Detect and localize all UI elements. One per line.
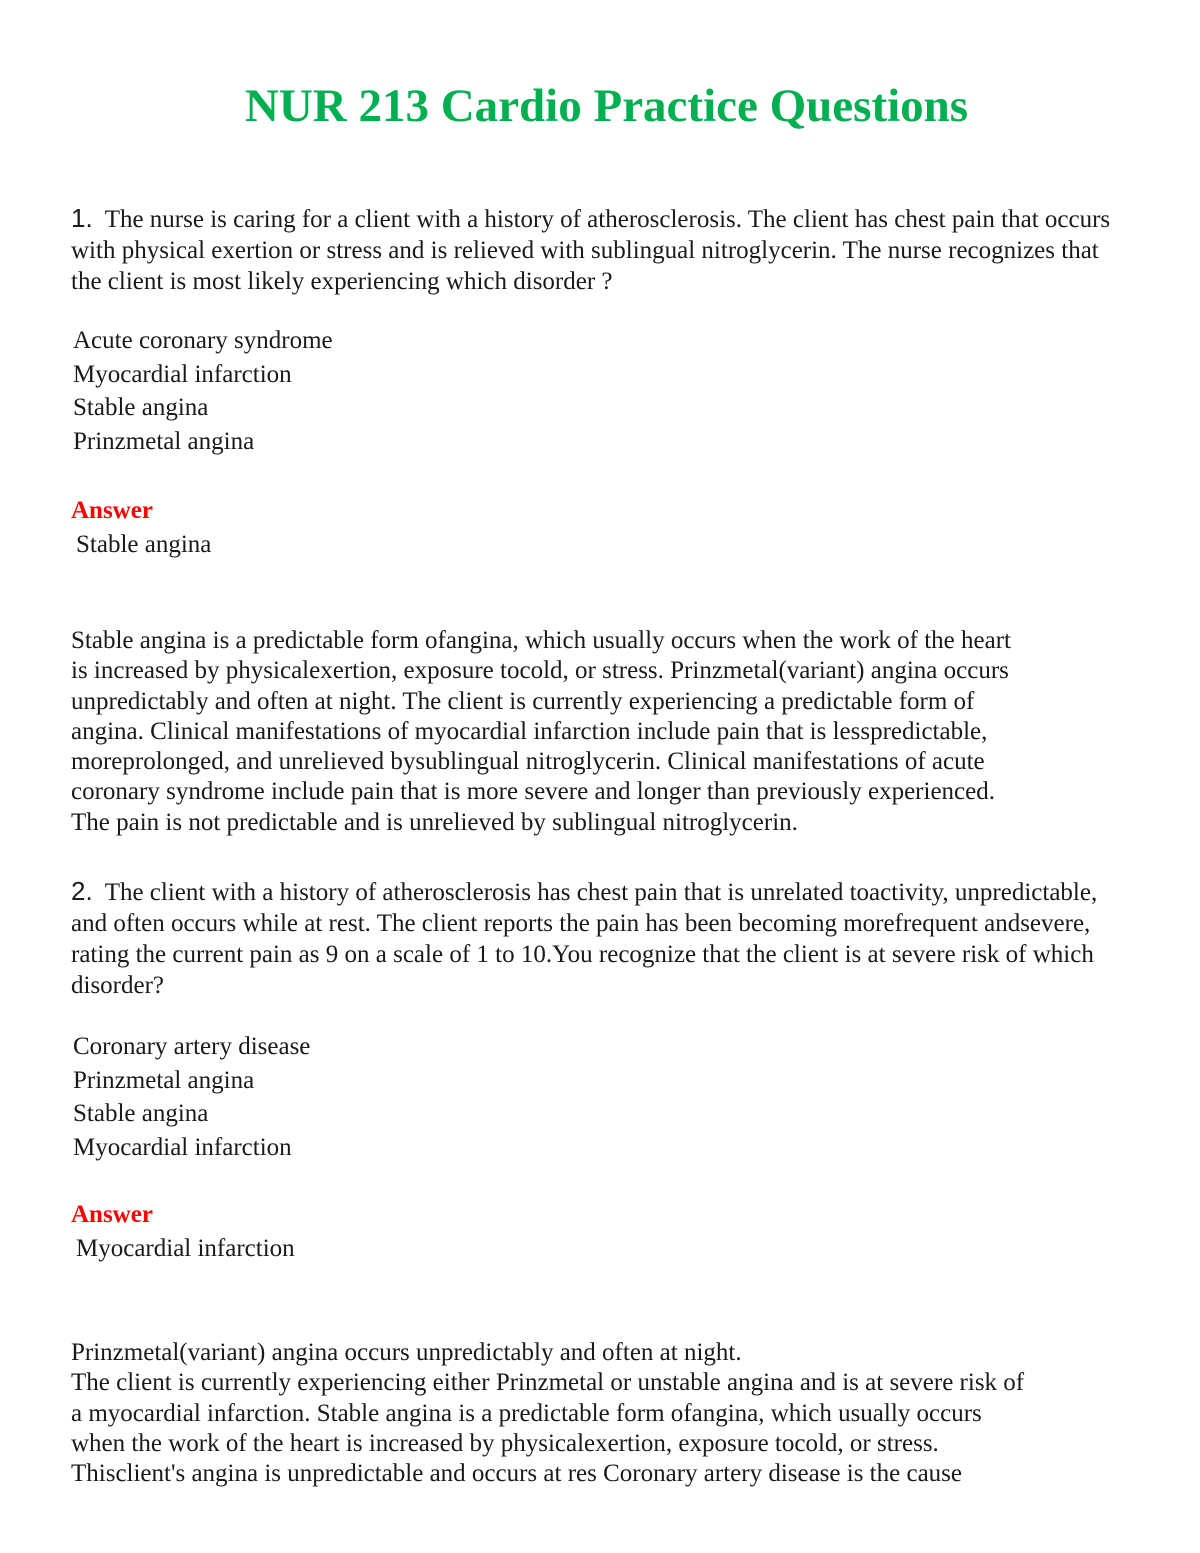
question-text: The client with a history of atherosclerosis has chest pain that is unrelated toactivity, unpredictable, and often occurs while at rest. The client reports the pain has been becoming morefrequent andsevere, rating the current pain as 9 on a scale of 1 to 10.You recognize that the client is at severe risk of which disorder? — [71, 879, 1098, 999]
question-2 — [71, 876, 1131, 1001]
question-2-options — [73, 1030, 310, 1164]
explanation-line: Stable angina is a predictable form ofangina, which usually occurs when the work of the heart — [71, 627, 1011, 654]
explanation-line: when the work of the heart is increased by physicalexertion, exposure tocold, or stress. — [71, 1429, 939, 1457]
page-title: NUR 213 Cardio Practice Questions — [244, 80, 969, 132]
option: Prinzmetal angina — [73, 1066, 255, 1094]
explanation-line: angina. Clinical manifestations of myocardial infarction include pain that is lesspredictable, — [71, 717, 988, 745]
option: Myocardial infarction — [73, 1133, 292, 1161]
question-1-options — [73, 324, 333, 458]
question-1-explanation — [71, 626, 1131, 838]
question-number: 1. — [71, 203, 93, 233]
explanation-line: is increased by physicalexertion, exposure tocold, or stress. Prinzmetal(variant) angina occurs — [71, 657, 1009, 685]
question-1 — [71, 203, 1131, 297]
answer-text: Stable angina — [76, 531, 212, 558]
option: Stable angina — [73, 394, 209, 421]
explanation-line: moreprolonged, and unrelieved bysublingual nitroglycerin. Clinical manifestations of acute — [71, 748, 985, 776]
explanation-line: unpredictably and often at night. The client is currently experiencing a predictable form of — [71, 687, 975, 715]
option: Myocardial infarction — [73, 360, 292, 388]
explanation-line: The pain is not predictable and is unrelieved by sublingual nitroglycerin. — [71, 808, 798, 836]
explanation-line: a myocardial infarction. Stable angina is a predictable form ofangina, which usually occurs — [71, 1399, 982, 1427]
option: Acute coronary syndrome — [73, 327, 333, 354]
explanation-line: coronary syndrome include pain that is more severe and longer than previously experienced. — [71, 778, 995, 806]
explanation-line: The client is currently experiencing either Prinzmetal or unstable angina and is at severe risk of — [71, 1369, 1025, 1397]
answer-label: Answer — [71, 497, 153, 524]
option: Prinzmetal angina — [73, 427, 255, 455]
question-2-explanation — [71, 1338, 1131, 1489]
option: Coronary artery disease — [73, 1033, 311, 1060]
question-number: 2. — [71, 876, 93, 906]
answer-label: Answer — [71, 1201, 153, 1228]
option: Stable angina — [73, 1100, 209, 1127]
answer-text: Myocardial infarction — [76, 1235, 295, 1262]
explanation-line: Thisclient's angina is unpredictable and occurs at res Coronary artery disease is the cause — [71, 1460, 962, 1488]
question-text: The nurse is caring for a client with a history of atherosclerosis. The client has chest pain that occurs with physical exertion or stress and is relieved with sublingual nitroglycerin. The nurse recognizes that the client is most likely experiencing which disorder ? — [71, 206, 1111, 295]
explanation-line: Prinzmetal(variant) angina occurs unpredictably and often at night. — [71, 1339, 742, 1366]
